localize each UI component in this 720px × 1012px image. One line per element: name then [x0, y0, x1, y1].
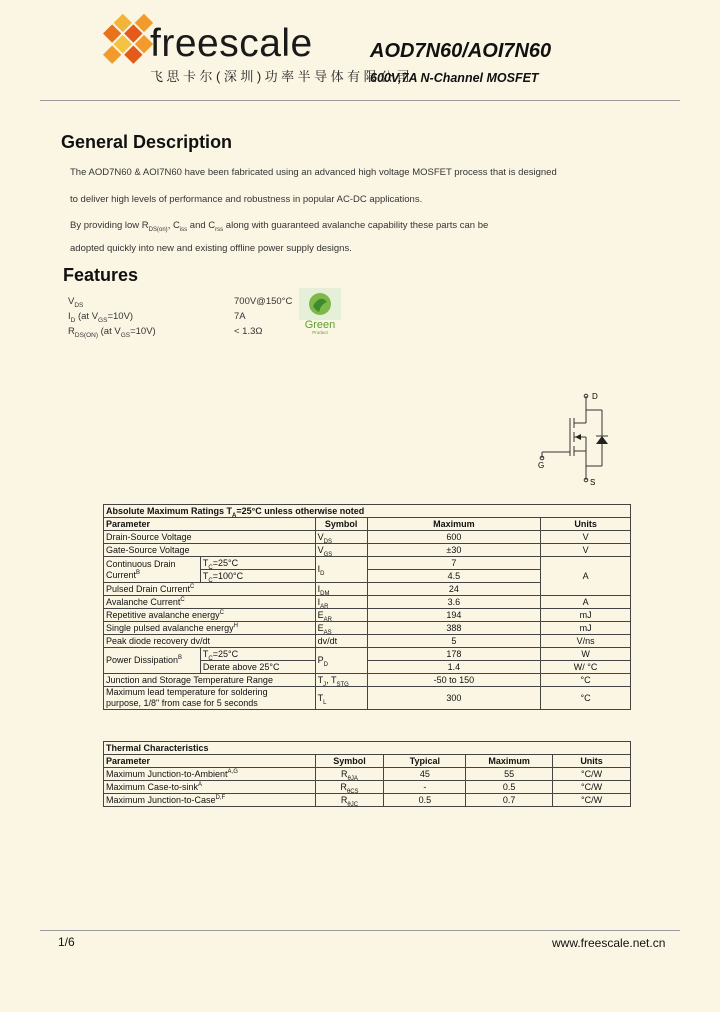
table-header-row [104, 755, 631, 768]
green-product-icon [299, 288, 341, 334]
part-subtitle: 600V,7A N-Channel MOSFET [370, 71, 539, 85]
table-row: Maximum Case-to-sink$^A$ $R_{\theta CS}$ - 0.5 °C/W [104, 781, 631, 794]
footer-divider [40, 930, 680, 931]
mosfet-symbol-icon [536, 388, 616, 488]
table-row: Maximum lead temperature for soldering purpose, 1/8" from case for 5 seconds $T_L$ 300 °C [104, 687, 631, 710]
page-number: 1/6 [58, 935, 75, 949]
description-line [70, 220, 488, 231]
column-header: Units [541, 518, 631, 531]
column-header: Parameter [104, 518, 316, 531]
table-caption-row [104, 505, 631, 518]
description-sub: DS(on) [148, 226, 168, 233]
description-line: The AOD7N60 & AOI7N60 have been fabricated using an advanced high voltage MOSFET process that is designed [70, 167, 557, 178]
feature-label-vds: $V_{DS}$ [68, 296, 84, 309]
table-row: Peak diode recovery dv/dt dv/dt 5 V/ns [104, 635, 631, 648]
drain-label: D [592, 392, 598, 401]
table-row: Repetitive avalanche energy$^C$ $E_{AR}$ 194 mJ [104, 609, 631, 622]
feature-value-rdson: < 1.3Ω [234, 326, 263, 337]
description-sub: iss [179, 226, 188, 233]
general-description-heading: General Description [61, 132, 233, 152]
table-row: Single pulsed avalanche energy$^H$ $E_{AS}$ 388 mJ [104, 622, 631, 635]
column-header: Maximum [367, 518, 541, 531]
table-row: Maximum Junction-to-Case$^{D,F}$ $R_{\theta JC}$ 0.5 0.7 °C/W [104, 794, 631, 807]
description-text: By providing low R [70, 220, 149, 231]
description-text: along with guaranteed avalanche capability these parts can be [223, 220, 489, 231]
features-heading: Features [63, 265, 139, 285]
gate-label: G [538, 461, 545, 470]
table-row: $T_C=100^\circ C$ 4.5 [104, 570, 631, 583]
part-title: AOD7N60/AOI7N60 [370, 40, 552, 62]
table-row: Junction and Storage Temperature Range $T_J$, $T_{STG}$ -50 to 150 °C [104, 674, 631, 687]
green-sub-label: Product [312, 330, 328, 334]
header-divider [40, 100, 680, 101]
brand-name: freescale [150, 22, 313, 65]
table-row: Gate-Source Voltage $V_{GS}$ ±30 V [104, 544, 631, 557]
table-row: Power Dissipation$^B$ $T_C=25^\circ C$ $P_D$ 178 W [104, 648, 631, 661]
feature-value-id: 7A [234, 311, 246, 322]
description-sub: rss [215, 226, 224, 233]
table-row: Pulsed Drain Current$^C$ $I_{DM}$ 24 [104, 583, 631, 596]
table-row: Continuous Drain Current$^B$ $T_C=25^\circ C$ $I_D$ 7 A [104, 557, 631, 570]
table-row: Maximum Junction-to-Ambient$^{A,G}$ $R_{\theta JA}$ 45 55 °C/W [104, 768, 631, 781]
table-header-row [104, 518, 631, 531]
column-header: Symbol [315, 518, 367, 531]
column-header: Parameter [104, 755, 316, 768]
description-line: adopted quickly into new and existing offline power supply designs. [70, 243, 352, 254]
brand-chinese-name: 飞思卡尔(深圳)功率半导体有限公司 [150, 69, 414, 84]
abs-max-caption: Absolute Maximum Ratings $T_A=25^\circ C$ unless otherwise noted [104, 505, 631, 518]
table-row: Avalanche Current$^C$ $I_{AR}$ 3.6 A [104, 596, 631, 609]
feature-label-id: $I_D$ (at $V_{GS}=10V$) [68, 311, 134, 324]
feature-value-vds: 700V@150°C [234, 296, 293, 307]
column-header: Typical [384, 755, 466, 768]
thermal-characteristics-table [103, 741, 631, 807]
table-caption-row [104, 742, 631, 755]
website-link[interactable]: www.freescale.net.cn [552, 936, 666, 950]
feature-label-rdson: $R_{DS(ON)}$ (at $V_{GS}=10V$) [68, 326, 156, 339]
description-text: , C [167, 220, 180, 231]
thermal-caption: Thermal Characteristics [104, 742, 631, 755]
description-line: to deliver high levels of performance and robustness in popular AC-DC applications. [70, 194, 423, 205]
table-row: Drain-Source Voltage $V_{DS}$ 600 V [104, 531, 631, 544]
absolute-max-ratings-table [103, 504, 631, 710]
source-label: S [590, 478, 596, 487]
column-header: Symbol [315, 755, 384, 768]
column-header: Maximum [466, 755, 553, 768]
table-row: Derate above 25°C 1.4 W/ °C [104, 661, 631, 674]
green-label: Green [304, 319, 336, 331]
column-header: Units [553, 755, 631, 768]
description-text: and C [187, 220, 216, 231]
